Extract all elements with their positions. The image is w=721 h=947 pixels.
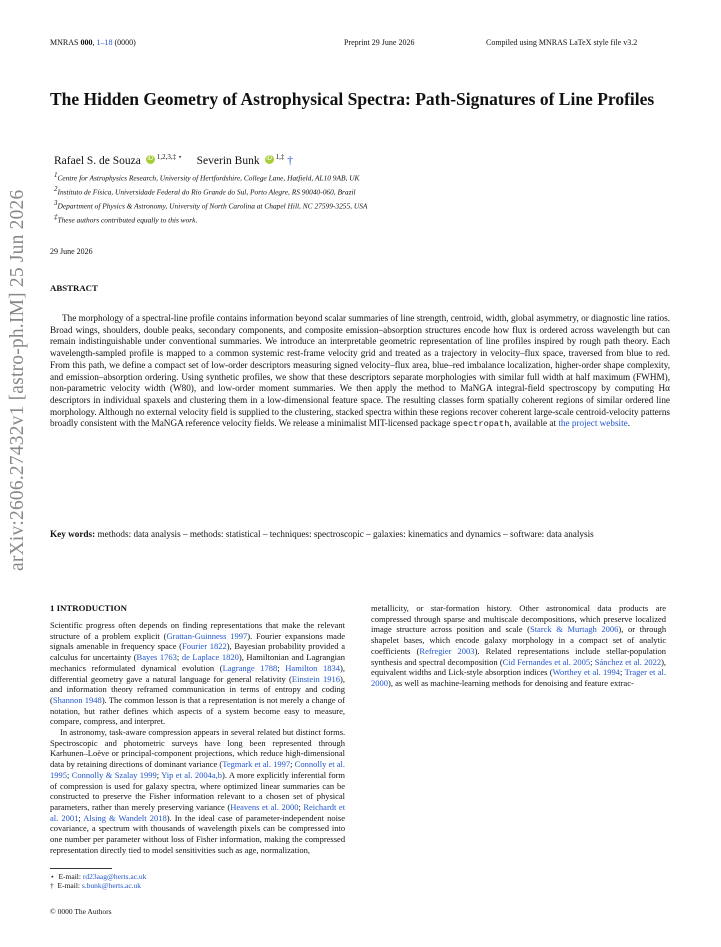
citation-link[interactable]: Yip et al. 2004a,b — [161, 769, 223, 780]
affiliation: $^3$Department of Physics & Astronomy, University of North Carolina at Chapel Hill, NC 27599-3255, USA — [54, 198, 368, 211]
citation-link[interactable]: Heavens et al. 2000 — [230, 801, 299, 812]
affiliation: $^1$Centre for Astrophysics Research, University of Hertfordshire, College Lane, Hatfield, AL10 9AB, UK — [54, 171, 360, 183]
citation-link[interactable]: Einstein 1916 — [291, 673, 341, 684]
project-website-link[interactable]: the project website — [558, 418, 628, 429]
intro-column-right — [371, 603, 666, 865]
package-name: spectropath — [452, 419, 510, 430]
citation-link[interactable]: Reichardt et al. 2001 — [50, 801, 346, 823]
citation-link[interactable]: Trager et al. 2000 — [371, 667, 667, 688]
affiliation: $^2$Instituto de Física, Universidade Federal do Rio Grande do Sul, Porto Alegre, RS 90040-060, Brazil — [54, 184, 356, 197]
author-name: Rafael S. de Souza — [54, 154, 141, 167]
citation-link[interactable]: Lagrange 1788 — [222, 662, 278, 673]
email-link[interactable]: s.bunk@herts.ac.uk — [81, 881, 142, 891]
intro-paragraph: Scientific progress often depends on finding representations that make the relevant structure of a problem explicit (Grattan-Guinness 1997). Fourier expansions made signals amenable in frequency space (Fourier 1822), Bayesian probability provided a calculus for uncertainty (Bayes 1763; de Laplace 1820), Hamiltonian and Lagrangian mechanics reformulated dynamical evolution (Lagrange 1788; Hamilton 1834), differential geometry gave a natural language for general relativity (Einstein 1916), and information theory reframed communication in terms of entropy and coding (Shannon 1948). The common lesson is that a representation is not merely a change of notation, but rather defines which aspects of a system become easy to measure, compare, compress, and interpret. — [50, 620, 346, 727]
preprint-date: Preprint 29 June 2026 — [344, 38, 415, 47]
citation-link[interactable]: Connolly & Szalay 1999 — [71, 769, 157, 780]
footnotes — [50, 872, 146, 891]
author-name: Severin Bunk — [196, 154, 260, 167]
email-footnote-link[interactable]: † — [287, 154, 293, 167]
citation-link[interactable]: Grattan-Guinness 1997 — [166, 630, 248, 641]
paper-title: The Hidden Geometry of Astrophysical Spectra: Path-Signatures of Line Profiles — [50, 89, 655, 109]
style-file-note: Compiled using MNRAS LaTeX style file v3.2 — [486, 38, 638, 47]
citation-link[interactable]: Alsing & Wandelt 2018 — [83, 812, 167, 823]
orcid-icon[interactable]: iD — [147, 155, 154, 162]
intro-paragraph-continued: metallicity, or star-formation history. Other astronomical data products are compressed through sparse and multiscale decompositions, which preserve localized image structure across position and scale (Starck & Murtagh 2006), or through shapelet bases, which encode galaxy morphology in a compact set of analytic coefficients (Refregier 2003). Related representations include stellar-population synthesis and spectral decomposition (Cid Fernandes et al. 2005; Sánchez et al. 2022), equivalent widths and Lick-style absorption indices (Worthey et al. 1994; Trager et al. 2000), as well as machine-learning methods for denoising and feature extrac- — [371, 603, 667, 688]
citation-link[interactable]: de Laplace 1820 — [181, 652, 239, 663]
orcid-icon[interactable]: iD — [266, 155, 272, 162]
affiliations — [54, 170, 367, 226]
submission-date: 29 June 2026 — [50, 247, 93, 256]
author-list — [54, 153, 293, 167]
journal-citation: MNRAS 000, 1–18 (0000) — [50, 38, 136, 47]
keywords: Key words: methods: data analysis – methods: statistical – techniques: spectroscopic – galaxies: kinematics and dynamics – software: data analysis — [50, 529, 594, 539]
email-link[interactable]: rd23aag@herts.ac.uk — [82, 872, 147, 881]
citation-link[interactable]: Sánchez et al. 2022 — [594, 656, 662, 667]
introduction-heading: 1 INTRODUCTION — [50, 603, 127, 613]
citation-link[interactable]: Starck & Murtagh 2006 — [529, 624, 619, 635]
copyright: © 0000 The Authors — [50, 907, 112, 916]
citation-link[interactable]: Fourier 1822 — [182, 641, 227, 652]
citation-link[interactable]: Hamilton 1834 — [285, 662, 341, 673]
author-marks: 1,‡ — [275, 153, 285, 161]
footnote: ⋆ E-mail: rd23aag@herts.ac.uk — [50, 872, 147, 881]
citation-link[interactable]: Worthey et al. 1994 — [552, 667, 621, 678]
pages-link[interactable]: 1–18 — [96, 38, 113, 47]
citation-link[interactable]: Refregier 2003 — [419, 645, 475, 656]
citation-link[interactable]: Cid Fernandes et al. 2005 — [502, 656, 591, 667]
abstract-text: The morphology of a spectral-line profile contains information beyond scalar summaries of line strength, centroid, width, global asymmetry, or diagnostic line ratios. Broad wings, shoulders, double peaks, secondary components, and composite emission–absorption structures encode how flux is ordered across wavelength but can remain indistinguishable under conventional summaries. We introduce an interpretable geometric representation of line profiles inspired by rough path theory. Each wavelength-sampled profile is mapped to a common systemic rest-frame velocity grid and treated as a trajectory in velocity–flux space, traversed from blue to red. From this path, we define a compact set of low-order descriptors measuring signed velocity–flux area, blue–red imbalance localization, higher-order shape complexity, and emission–absorption ordering. Using synthetic profiles, we show that these descriptors separate morphologies with similar full width at half maximum (FWHM), non-parametric velocity width (W80), and low-order moment summaries. We then apply the method to MaNGA integral-field spectroscopy by computing Hα descriptors in individual spaxels and clustering them in a low-dimensional feature space. The resulting classes form spatially coherent regions of similar ordered line morphology. Although no external velocity field is supplied to the clustering, stacked spectra within these regions recover coherent large-scale centroid-velocity patterns broadly consistent with the MaNGA reference velocity fields. We release a minimalist MIT-licensed package spectropath, available at the project website. — [50, 313, 670, 430]
intro-paragraph: In astronomy, task-aware compression appears in several related but distinct forms. Spectroscopic and photometric surveys have long been represented through Karhunen–Loève or principal-component projections, which reduce high-dimensional data by retaining directions of dominant variance (Tegmark et al. 1997; Connolly et al. 1995; Connolly & Szalay 1999; Yip et al. 2004a,b). A more explicitly inferential form of compression is used for galaxy spectra, where optimized linear summaries can be constructed to preserve the Fisher information relevant to a chosen set of physical parameters, rather than merely preserving variance (Heavens et al. 2000; Reichardt et al. 2001; Alsing & Wandelt 2018). In the ideal case of parameter-independent noise covariance, a spectrum with thousands of wavelength pixels can be compressed into one number per parameter without loss of Fisher information, making the compressed representation directly tied to model sensitivities such as age, normalization, — [50, 727, 346, 855]
citation-link[interactable]: Tegmark et al. 1997 — [222, 759, 291, 770]
affiliation: ‡These authors contributed equally to this work. — [54, 212, 198, 225]
footnote: † E-mail: s.bunk@herts.ac.uk — [50, 881, 142, 891]
citation-link[interactable]: Connolly et al. 1995 — [50, 759, 345, 780]
abstract-heading: ABSTRACT — [50, 283, 98, 293]
footnote-rule — [50, 868, 112, 869]
author-marks: 1,2,3,‡ ⋆ — [156, 153, 183, 161]
arxiv-identifier: arXiv:2606.27432v1 [astro-ph.IM] 25 Jun 2026 — [7, 189, 28, 571]
intro-column-left — [50, 620, 345, 865]
citation-link[interactable]: Shannon 1948 — [52, 694, 102, 705]
citation-link[interactable]: Bayes 1763 — [136, 652, 177, 663]
